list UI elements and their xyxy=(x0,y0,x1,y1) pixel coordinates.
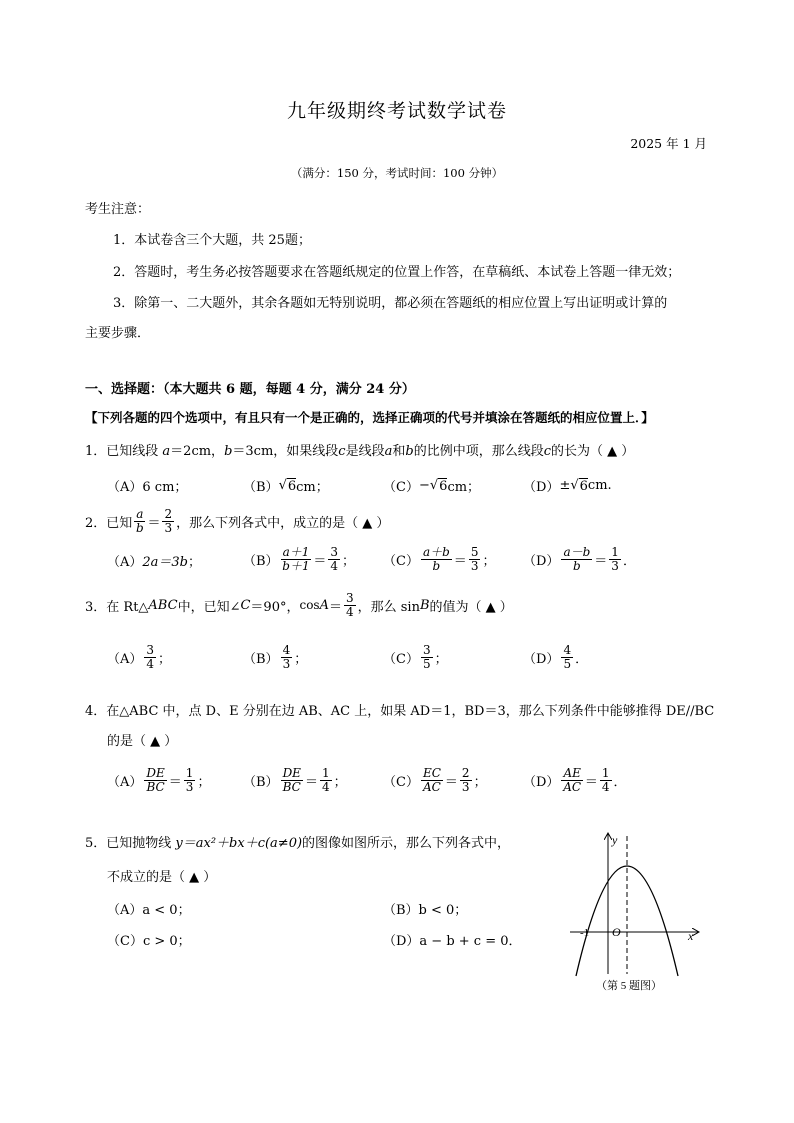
notice-item-2: 2．答题时，考生务必按答题要求在答题纸规定的位置上作答，在草稿纸、本试卷上答题一律无效； xyxy=(113,265,681,280)
question-2-option-d: （D） a－b b ＝ 1 3 ． xyxy=(523,545,636,573)
origin-label: O xyxy=(612,925,621,939)
y-axis-label: y xyxy=(612,833,618,847)
question-3-option-a: （A） 3 4 ； xyxy=(107,643,172,671)
question-2-option-b: （B） a＋1 b＋1 ＝ 3 4 ； xyxy=(243,545,356,573)
question-4-stem-cont: 的是（ ▲ ） xyxy=(107,734,178,749)
question-1-option-c: （C） − √ 6 cm； xyxy=(383,478,481,495)
question-1-option-d: （D） ± √ 6 cm. xyxy=(523,478,612,495)
figure-caption: （第 5 题图） xyxy=(596,980,662,992)
exam-date: 2025 年 1 月 xyxy=(630,136,707,151)
question-2-option-c: （C） a＋b b ＝ 5 3 ； xyxy=(383,545,496,573)
question-3-stem: 3．在 Rt△ ABC 中，已知∠ C ＝90°， cos A ＝ 3 4 ，那么 sin B 的值为（ ▲ ） xyxy=(85,591,513,619)
parabola-figure xyxy=(560,826,710,996)
question-5-stem-cont: 不成立的是（ ▲ ） xyxy=(107,870,217,885)
question-5-option-c: （C）c > 0； xyxy=(107,934,191,949)
question-3-option-c: （C） 3 5 ； xyxy=(383,643,448,671)
section-title: 一、选择题：（本大题共 6 题，每题 4 分，满分 24 分） xyxy=(85,382,415,397)
question-3-option-d: （D） 4 5 ． xyxy=(523,643,589,671)
question-1-stem: 1．已知线段 a＝2cm，b＝3cm，如果线段c是线段a和b的比例中项，那么线段c的长为（ ▲ ） xyxy=(85,444,635,459)
question-2-option-a: （A） 2a＝3b ； xyxy=(107,555,202,570)
section-instruction: 【下列各题的四个选项中，有且只有一个是正确的，选择正确项的代号并填涂在答题纸的相应位置上．】 xyxy=(85,410,654,425)
notice-item-3-cont: 主要步骤． xyxy=(85,326,151,341)
question-5-option-d: （D）a − b + c = 0． xyxy=(383,934,522,949)
question-2-stem: 2．已知 a b ＝ 2 3 ，那么下列各式中，成立的是（ ▲ ） xyxy=(85,507,390,535)
exam-meta: （满分：150 分，考试时间：100 分钟） xyxy=(290,166,504,180)
question-3-option-b: （B） 4 3 ； xyxy=(243,643,308,671)
question-5-stem: 5．已知抛物线 y＝ax²＋bx＋c(a≠0)的图像如图所示，那么下列各式中， xyxy=(85,836,511,851)
tick-label-neg-one: -1 xyxy=(580,927,590,939)
notice-item-3: 3．除第一、二大题外，其余各题如无特别说明，都必须在答题纸的相应位置上写出证明或计算的 xyxy=(113,296,668,311)
question-4-stem: 4．在△ABC 中，点 D、E 分别在边 AB、AC 上，如果 AD＝1，BD＝3，那么下列条件中能够推得 DE//BC xyxy=(85,704,715,719)
question-4-option-c: （C） EC AC ＝ 2 3 ； xyxy=(383,766,487,794)
question-5-option-a: （A）a < 0； xyxy=(107,903,191,918)
question-4-option-a: （A） DE BC ＝ 1 3 ； xyxy=(107,766,211,794)
notice-title: 考生注意： xyxy=(85,202,151,217)
page-title: 九年级期终考试数学试卷 xyxy=(286,100,507,122)
question-5-option-b: （B）b < 0； xyxy=(383,903,468,918)
question-4-option-b: （B） DE BC ＝ 1 4 ； xyxy=(243,766,347,794)
notice-item-1: 1．本试卷含三个大题，共 25题； xyxy=(113,233,311,248)
question-1-option-a: （A）6 cm； xyxy=(107,480,188,495)
question-4-option-d: （D） AE AC ＝ 1 4 ． xyxy=(523,766,627,794)
question-1-option-b: （B） √ 6 cm； xyxy=(243,478,329,495)
x-axis-label: x xyxy=(688,929,694,943)
